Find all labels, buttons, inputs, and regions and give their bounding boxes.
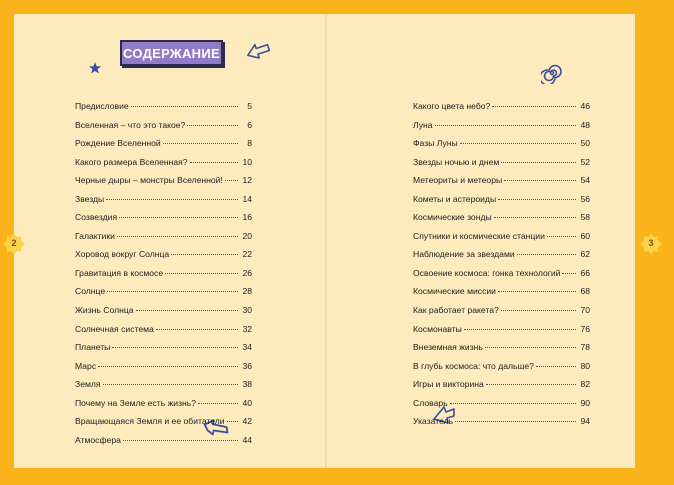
toc-entry[interactable] <box>75 194 252 213</box>
toc-leader-dots <box>107 291 238 292</box>
toc-entry-title: Черные дыры – монстры Вселенной! <box>75 175 223 186</box>
toc-entry-page: 8 <box>247 138 252 149</box>
toc-leader-dots <box>112 347 238 348</box>
toc-entry-page: 66 <box>580 267 590 278</box>
toc-entry[interactable] <box>75 157 252 176</box>
toc-entry[interactable] <box>413 342 590 361</box>
toc-entry[interactable] <box>413 324 590 343</box>
toc-entry[interactable] <box>413 157 590 176</box>
star-icon <box>88 61 102 75</box>
toc-entry[interactable] <box>413 194 590 213</box>
toc-entry-title: Солнце <box>75 286 106 297</box>
toc-entry-title: Гравитация в космосе <box>75 267 164 278</box>
toc-leader-dots <box>498 199 576 200</box>
toc-entry-page: 46 <box>580 101 590 111</box>
toc-entry[interactable] <box>75 249 252 268</box>
toc-leader-dots <box>562 273 576 274</box>
toc-entry[interactable] <box>413 175 590 194</box>
toc-entry[interactable] <box>413 101 590 120</box>
toc-entry-page: 6 <box>247 119 252 130</box>
toc-entry[interactable] <box>413 286 590 305</box>
toc-entry-page: 52 <box>580 156 590 167</box>
toc-entry-title: Как работает ракета? <box>413 305 499 316</box>
toc-entry[interactable] <box>75 361 252 380</box>
toc-entry-title: Планеты <box>75 342 111 353</box>
toc-entry[interactable] <box>75 231 252 250</box>
toc-leader-dots <box>190 162 238 163</box>
toc-entry[interactable] <box>75 268 252 287</box>
toc-leader-dots <box>187 125 238 126</box>
toc-entry-page: 56 <box>580 193 590 204</box>
toc-entry-title: Метеориты и метеоры <box>413 175 503 186</box>
toc-entry-page: 94 <box>580 416 590 427</box>
toc-entry-title: Солнечная система <box>75 323 154 334</box>
toc-entry[interactable] <box>413 379 590 398</box>
toc-leader-dots <box>501 310 576 311</box>
toc-leader-dots <box>517 254 576 255</box>
toc-leader-dots <box>198 403 238 404</box>
toc-entry-page: 90 <box>580 397 590 408</box>
toc-entry-page: 60 <box>580 230 590 241</box>
toc-entry-page: 38 <box>242 379 252 390</box>
toc-entry[interactable] <box>75 138 252 157</box>
toc-leader-dots <box>455 421 576 422</box>
toc-entry-page: 20 <box>242 230 252 241</box>
toc-entry-title: Звезды <box>75 193 105 204</box>
toc-entry-title: Созвездия <box>75 212 118 223</box>
toc-entry-page: 82 <box>580 379 590 390</box>
toc-entry-page: 42 <box>242 416 252 427</box>
toc-entry-title: Указатель <box>413 416 454 427</box>
toc-entry[interactable] <box>413 416 590 435</box>
toc-entry-title: Рождение Вселенной <box>75 138 161 149</box>
toc-entry[interactable] <box>75 398 252 417</box>
toc-entry[interactable] <box>413 231 590 250</box>
toc-entry[interactable] <box>413 305 590 324</box>
toc-entry-page: 58 <box>580 212 590 223</box>
toc-leader-dots <box>486 384 576 385</box>
toc-entry-title: Луна <box>413 119 433 130</box>
toc-leader-dots <box>485 347 576 348</box>
toc-entry-page: 68 <box>580 286 590 297</box>
toc-leader-dots <box>494 217 576 218</box>
toc-entry[interactable] <box>413 120 590 139</box>
toc-leader-dots <box>171 254 238 255</box>
toc-entry-title: Какого цвета небо? <box>413 101 491 111</box>
toc-entry-title: Спутники и космические станции <box>413 230 545 241</box>
toc-leader-dots <box>119 217 238 218</box>
toc-entry-page: 22 <box>242 249 252 260</box>
toc-entry-title: В глубь космоса: что дальше? <box>413 360 534 371</box>
toc-leader-dots <box>156 329 238 330</box>
toc-entry[interactable] <box>75 379 252 398</box>
toc-leader-dots <box>464 329 576 330</box>
toc-entry-page: 36 <box>242 360 252 371</box>
toc-leader-dots <box>103 384 238 385</box>
toc-entry[interactable] <box>413 249 590 268</box>
toc-leader-dots <box>131 106 238 107</box>
page-title-box <box>120 40 223 66</box>
toc-entry[interactable] <box>75 286 252 305</box>
toc-entry-title: Вселенная – что это такое? <box>75 119 186 130</box>
toc-leader-dots <box>536 366 576 367</box>
toc-entry-page: 30 <box>242 305 252 316</box>
toc-leader-dots <box>98 366 238 367</box>
toc-leader-dots <box>460 143 576 144</box>
toc-leader-dots <box>492 106 576 107</box>
toc-entry-page: 62 <box>580 249 590 260</box>
toc-entry-page: 5 <box>247 101 252 111</box>
toc-leader-dots <box>498 291 576 292</box>
page-number-right-wrap <box>640 233 662 255</box>
toc-entry-title: Атмосфера <box>75 434 121 445</box>
toc-entry-title: Словарь <box>413 397 448 408</box>
toc-entry[interactable] <box>75 101 252 120</box>
toc-leader-dots <box>227 421 238 422</box>
toc-leader-dots <box>106 199 238 200</box>
toc-leader-dots <box>435 125 576 126</box>
spiral-icon <box>541 62 563 84</box>
toc-entry-page: 70 <box>580 305 590 316</box>
toc-entry-title: Марс <box>75 360 97 371</box>
toc-entry[interactable] <box>413 138 590 157</box>
page-number-right: 3 <box>648 238 654 248</box>
toc-entry-page: 28 <box>242 286 252 297</box>
toc-leader-dots <box>501 162 576 163</box>
page-number-left: 2 <box>11 238 17 248</box>
toc-entry[interactable] <box>413 268 590 287</box>
toc-entry-page: 78 <box>580 342 590 353</box>
toc-right-column <box>413 101 590 435</box>
toc-entry-title: Фазы Луны <box>413 138 458 149</box>
toc-entry-title: Внеземная жизнь <box>413 342 483 353</box>
toc-entry-title: Предисловие <box>75 101 129 111</box>
toc-leader-dots <box>165 273 238 274</box>
toc-entry[interactable] <box>75 416 252 435</box>
toc-entry-title: Наблюдение за звездами <box>413 249 515 260</box>
toc-entry-page: 32 <box>242 323 252 334</box>
toc-leader-dots <box>136 310 238 311</box>
toc-entry[interactable] <box>75 342 252 361</box>
toc-entry-title: Вращающаяся Земля и ее обитатели <box>75 416 225 427</box>
toc-entry-title: Кометы и астероиды <box>413 193 497 204</box>
toc-entry[interactable] <box>75 175 252 194</box>
page-title: СОДЕРЖАНИЕ <box>123 46 220 61</box>
toc-entry-page: 44 <box>242 434 252 445</box>
toc-entry-title: Галактики <box>75 230 115 241</box>
toc-leader-dots <box>450 403 576 404</box>
toc-entry-page: 16 <box>242 212 252 223</box>
toc-entry-page: 14 <box>242 193 252 204</box>
toc-entry[interactable] <box>75 435 252 454</box>
toc-entry-title: Почему на Земле есть жизнь? <box>75 397 197 408</box>
toc-entry[interactable] <box>413 212 590 231</box>
toc-entry[interactable] <box>75 120 252 139</box>
toc-leader-dots <box>225 180 238 181</box>
toc-left-column <box>75 101 252 453</box>
toc-entry-title: Жизнь Солнца <box>75 305 134 316</box>
toc-entry-page: 80 <box>580 360 590 371</box>
toc-entry-page: 12 <box>242 175 252 186</box>
toc-entry[interactable] <box>75 212 252 231</box>
toc-entry-title: Звезды ночью и днем <box>413 156 500 167</box>
toc-entry-title: Космонавты <box>413 323 462 334</box>
toc-leader-dots <box>547 236 576 237</box>
toc-entry-title: Космические миссии <box>413 286 496 297</box>
toc-entry-page: 48 <box>580 119 590 130</box>
toc-entry-page: 76 <box>580 323 590 334</box>
toc-leader-dots <box>117 236 238 237</box>
arrow-icon <box>243 40 273 62</box>
toc-entry-page: 10 <box>242 156 252 167</box>
toc-entry[interactable] <box>75 305 252 324</box>
toc-entry-title: Земля <box>75 379 101 390</box>
toc-entry[interactable] <box>75 324 252 343</box>
toc-entry-title: Хоровод вокруг Солнца <box>75 249 170 260</box>
toc-leader-dots <box>504 180 576 181</box>
toc-entry-page: 34 <box>242 342 252 353</box>
toc-entry-page: 40 <box>242 397 252 408</box>
toc-entry-title: Какого размера Вселенная? <box>75 156 188 167</box>
toc-entry-page: 50 <box>580 138 590 149</box>
toc-leader-dots <box>123 440 238 441</box>
toc-entry[interactable] <box>413 398 590 417</box>
toc-entry-title: Космические зонды <box>413 212 492 223</box>
toc-leader-dots <box>163 143 238 144</box>
toc-entry-title: Освоение космоса: гонка технологий <box>413 267 561 278</box>
toc-entry-title: Игры и викторина <box>413 379 484 390</box>
toc-entry[interactable] <box>413 361 590 380</box>
book-spine <box>325 14 327 468</box>
toc-entry-page: 54 <box>580 175 590 186</box>
page-number-left-wrap <box>3 233 25 255</box>
toc-entry-page: 26 <box>242 267 252 278</box>
